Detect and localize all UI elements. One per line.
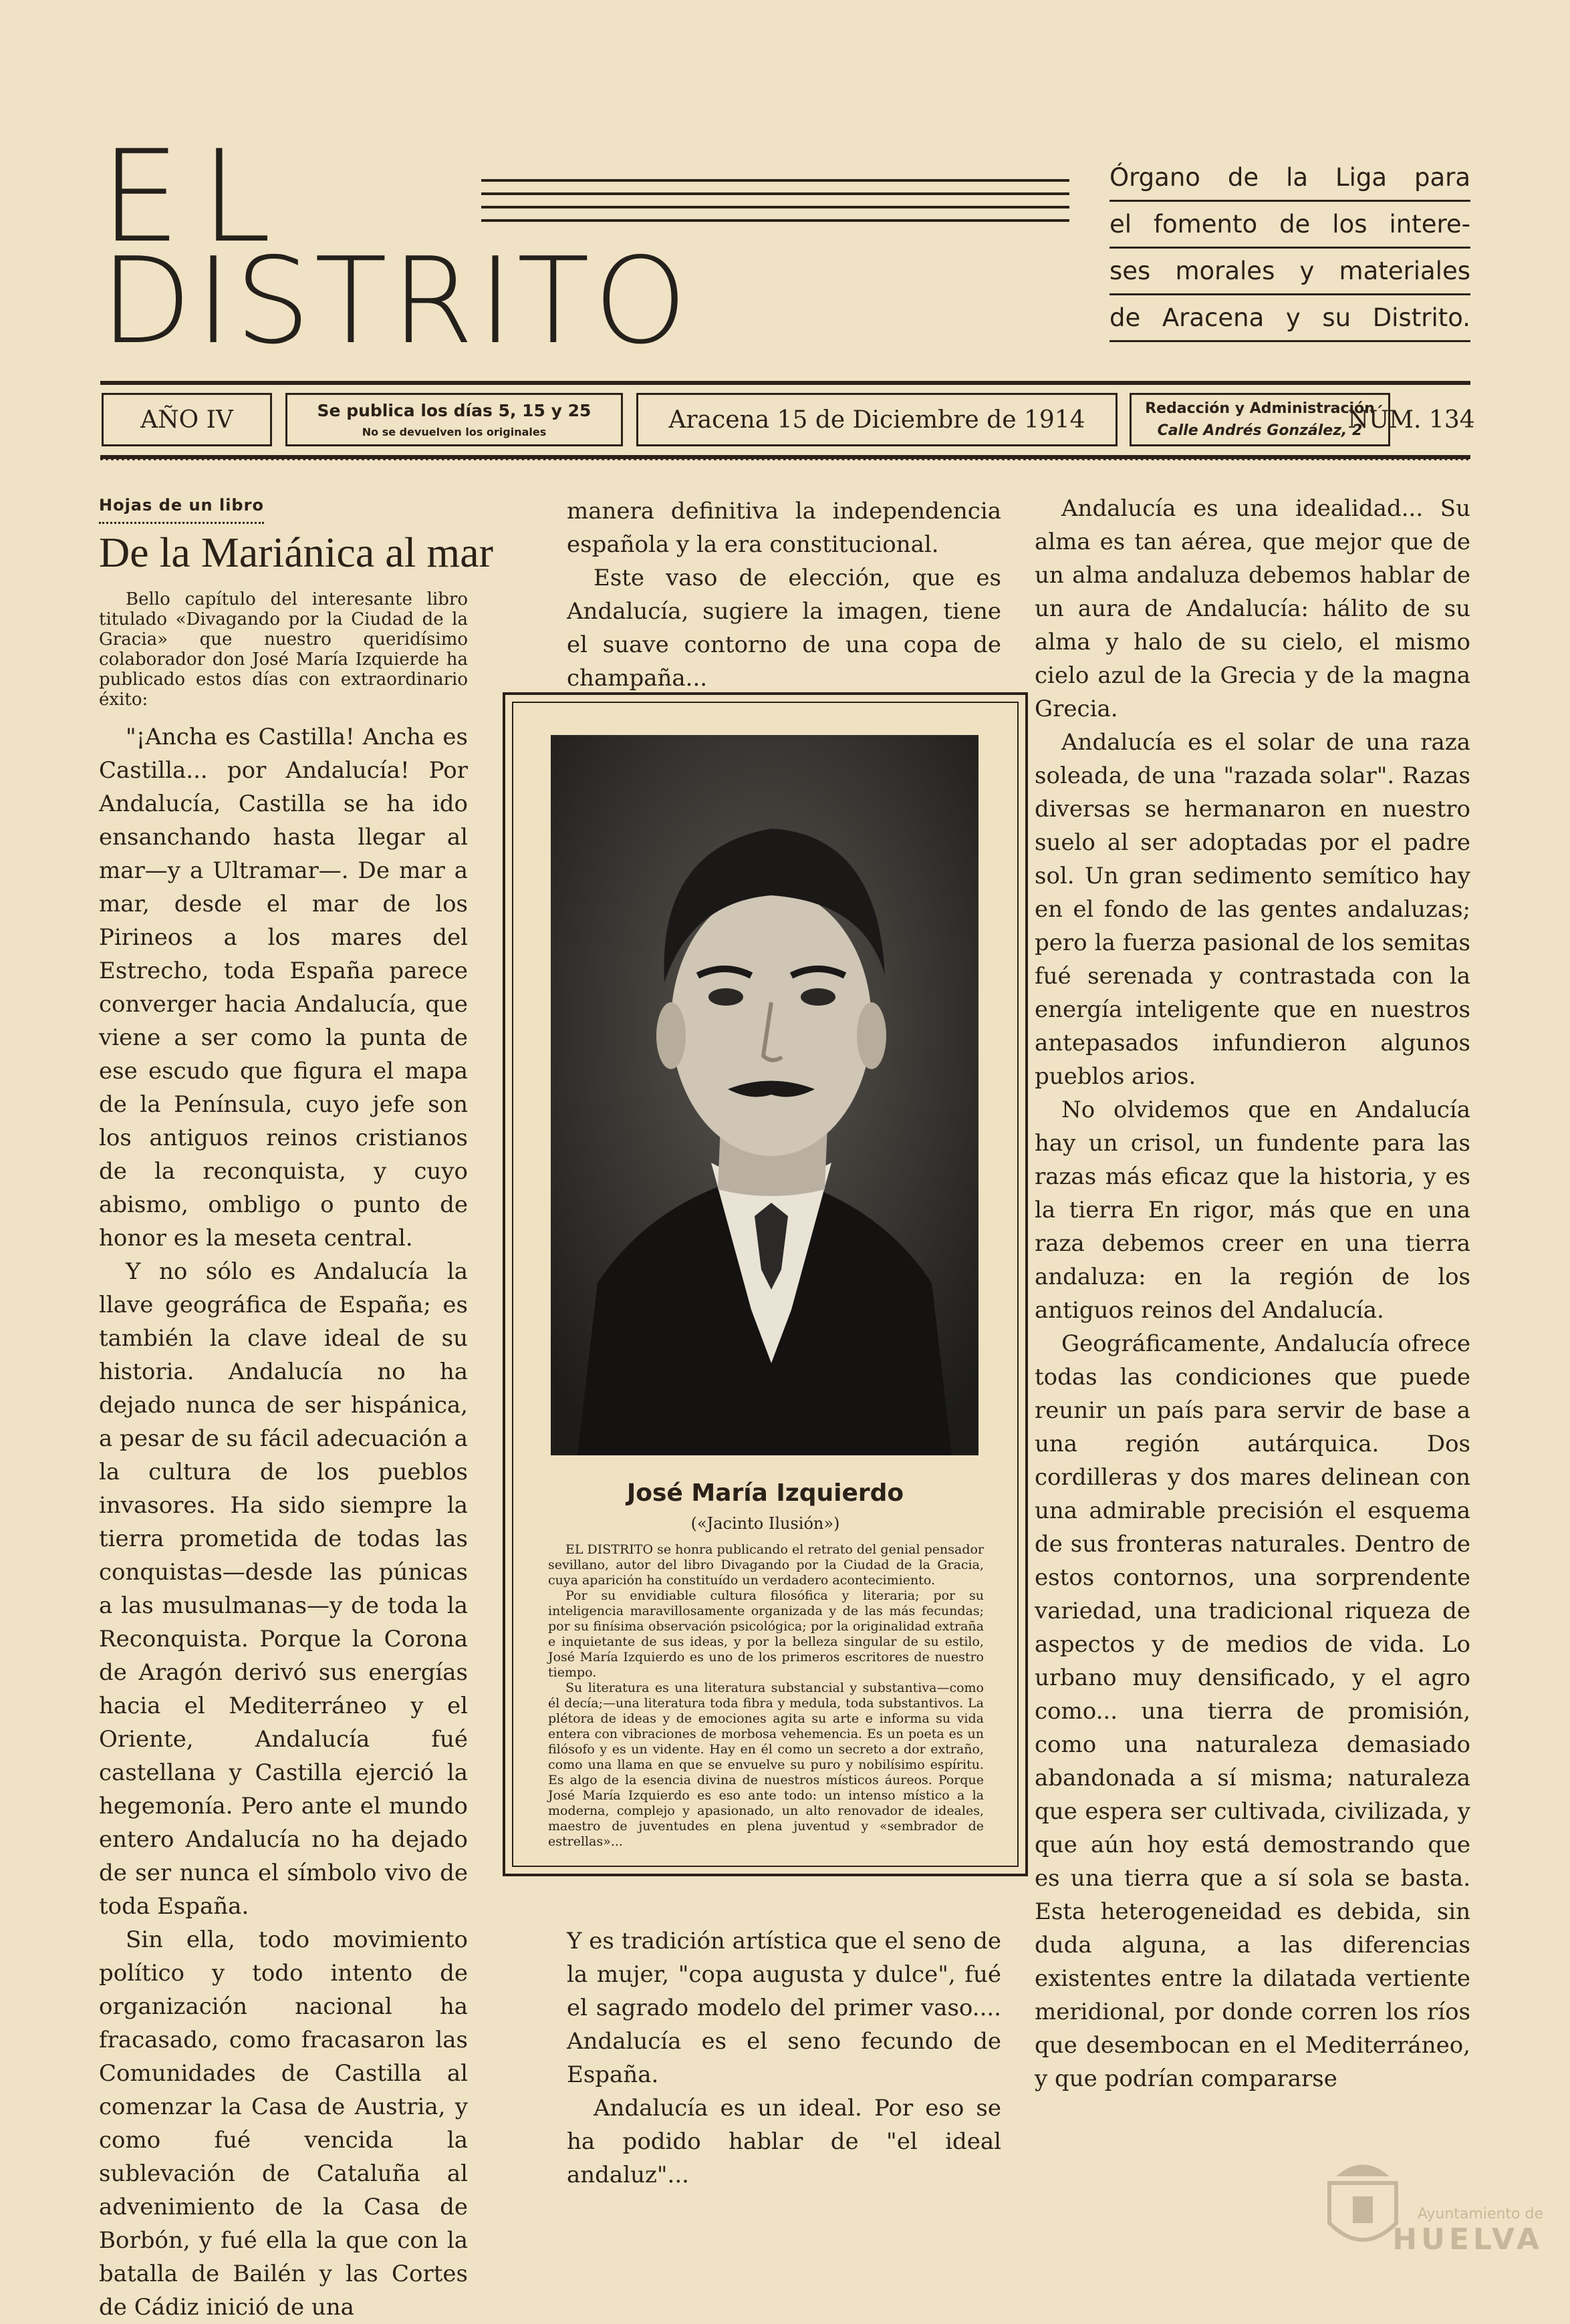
issue-box [1347, 393, 1475, 446]
portrait-box [503, 692, 1028, 1876]
office-line-1: Redacción y Administración [1145, 400, 1375, 417]
portrait-illustration [551, 735, 978, 1455]
masthead-rule-1 [481, 179, 1069, 182]
masthead-rule-4 [481, 219, 1069, 222]
schedule-box [285, 393, 623, 446]
subtitle-line: Órgano de la Liga para [1109, 155, 1470, 202]
article-headline: De la Mariánica al mar [99, 529, 493, 576]
office-line-2: Calle Andrés González, 2 [1157, 422, 1363, 439]
article-paragraph: Y no sólo es Andalucía la llave geográfica de España; es también la clave ideal de su historia. Andalucía no ha dejado nunca de ser hispánica, a pesar de su fácil adecuación a la cultura de los pueblos invasores. Ha sido siempre la tierra prometida de todas las conquistas—desde las púnicas a las musulmanas—y de toda la Reconquista. Porque la Corona de Aragón derivó sus energías hacia el Mediterráneo y el Oriente, Andalucía fué castellana y Castilla ejerció la hegemonía. Pero ante el mundo entero Andalucía no ha dejado de ser nunca el símbolo vivo de toda España. [99, 1258, 468, 1920]
subtitle-line: el fomento de los intere- [1109, 202, 1470, 249]
column-2-top [567, 494, 1001, 695]
coat-of-arms-icon [1323, 2156, 1403, 2257]
article-paragraph: Andalucía es el solar de una raza soleada, de una "razada solar". Razas diversas se hermanaron en nuestro suelo al ser adoptadas por el padre sol. Un gran sedimento semítico hay en el fondo de las gentes andaluzas; pero la fuerza pasional de los semitas fué serenada y contrastada con la energía inteligente que en nuestros antepasados infundieron algunos pueblos arios. [1035, 729, 1470, 1090]
article-paragraph: Y es tradición artística que el seno de la mujer, "copa augusta y dulce", fué el sagrado modelo del primer vaso.... Andalucía es el seno fecundo de España. [567, 1928, 1001, 2088]
article-intro: Bello capítulo del interesante libro titulado «Divagando por la Ciudad de la Gracia» que nuestro queridísimo colaborador don José María Izquierde ha publicado estos días con extraordinario éxito: [99, 589, 468, 710]
article-paragraph: Andalucía es una idealidad... Su alma es tan aérea, que mejor que de un alma andaluza debemos hablar de un aura de Andalucía: hálito de su alma y halo de su cielo, el mismo cielo azul de la Grecia y de la magna Grecia. [1035, 495, 1470, 722]
portrait-caption-name: José María Izquierdo [626, 1479, 904, 1507]
masthead-title-el: EL [100, 123, 291, 271]
column-3 [1035, 492, 1470, 2095]
article-paragraph: manera definitiva la independencia española y la era constitucional. [567, 498, 1001, 558]
archive-watermark [1392, 2206, 1543, 2257]
subtitle-line: ses morales y materiales [1109, 249, 1470, 295]
article-paragraph: Este vaso de elección, que es Andalucía, sugiere la imagen, tiene el suave contorno de una copa de champaña... [567, 565, 1001, 692]
info-bar [100, 381, 1475, 459]
article-paragraph: No olvidemos que en Andalucía hay un crisol, un fundente para las razas más eficaz que la historia, y es la tierra En rigor, más que en una raza debemos creer en una tierra andaluza: en la región de los antiguos reinos del Andalucía. [1035, 1097, 1470, 1324]
year-box [102, 393, 272, 446]
portrait-caption-alias: («Jacinto Ilusión») [690, 1514, 840, 1533]
schedule-line-1: Se publica los días 5, 15 y 25 [317, 401, 592, 420]
masthead-title-distrito: DISTRITO [100, 232, 692, 370]
portrait-caption-text [548, 1542, 984, 1850]
watermark-line-1: Ayuntamiento de [1417, 2206, 1543, 2222]
subtitle-line: de Aracena y su Distrito. [1109, 295, 1470, 342]
schedule-line-2: No se devuelven los originales [362, 426, 547, 438]
dateline: Aracena 15 de Diciembre de 1914 [668, 406, 1085, 434]
year-label: AÑO IV [140, 406, 233, 434]
article-paragraph: "¡Ancha es Castilla! Ancha es Castilla... por Andalucía! Por Andalucía, Castilla se ha ido ensanchando hasta llegar al mar—y a Ultramar—. De mar a mar, desde el mar de los Pirineos a los mares del Estrecho, toda España parece converger hacia Andalucía, que viene a ser como la punta de ese escudo que figura el mapa de la Península, cuyo jefe son los antiguos reinos cristianos de la reconquista, y cuyo abismo, ombligo o punto de honor es la meseta central. [99, 724, 468, 1252]
masthead-rule-2 [481, 192, 1069, 195]
article-kicker: Hojas de un libro [99, 488, 264, 524]
article-paragraph: Andalucía es un ideal. Por eso se ha podido hablar de "el ideal andaluz"... [567, 2095, 1001, 2188]
column-1 [99, 486, 493, 2324]
dateline-box [636, 393, 1118, 446]
article-paragraph: Geográficamente, Andalucía ofrece todas las condiciones que puede reunir un país para servir de base a una región autárquica. Dos cordilleras y dos mares delinean con una admirable precisión el esquema de sus fronteras naturales. Dentro de estos contornos, una sorprendente variedad, una tradicional riqueza de aspectos y de medios de vida. Lo urbano muy densificado, y el agro como... una tierra de promisión, como una naturaleza demasiado abandonada a sí misma; naturaleza que espera ser cultivada, civilizada, y que aún hoy está demostrando que es una tierra que a sí sola se basta. Esta heterogeneidad es debida, sin duda alguna, a las diferencias existentes entre la dilatada vertiente meridional, por donde corren los ríos que desembocan en el Mediterráneo, y que podrían compararse [1035, 1330, 1470, 2092]
watermark-line-2: HUELVA [1392, 2222, 1543, 2257]
caption-paragraph: Su literatura es una literatura substancial y substantiva—como él decía;—una literatura toda fibra y medula, toda substantivos. La plétora de ideas y de emociones agita su arte e informa su vida entera con vibraciones de morbosa vehemencia. Es un poeta es un filósofo y es un vidente. Hay en él como un secreto a dor extraño, como una llama en que se envuelve su puro y nobilísimo espíritu. Es algo de la esencia divina de nuestros místicos áureos. Porque José María Izquierdo es eso ante todo: un intenso místico a la moderna, complejo y apasionado, un alto renovador de ideales, maestro de juventudes en plena juventud y «sembrador de estrellas»... [548, 1681, 984, 1849]
caption-paragraph: EL DISTRITO se honra publicando el retrato del genial pensador sevillano, autor del libro Divagando por la Ciudad de la Gracia, cuya aparición ha constituído un verdadero acontecimiento. [548, 1542, 984, 1588]
masthead-rule-3 [481, 206, 1069, 208]
column-2-bottom [567, 1924, 1001, 2192]
issue-number: NÚM. 134 [1347, 406, 1475, 434]
info-bar-dotted-rule [100, 458, 1470, 460]
masthead-subtitle [1109, 155, 1470, 342]
portrait-photo [551, 735, 978, 1455]
caption-paragraph: Por su envidiable cultura filosófica y literaria; por su inteligencia maravillosamente organizada y de las más fecundas; por su finísima observación psicológica; por la originalidad extraña e inquietante de sus ideas, y por la belleza singular de su estilo, José María Izquierdo es uno de los primeros escritores de nuestro tiempo. [548, 1588, 984, 1680]
article-paragraph: Sin ella, todo movimiento político y todo intento de organización nacional ha fracasado, como fracasaron las Comunidades de Castilla al comenzar la Casa de Austria, y como fué vencida la sublevación de Cataluña al advenimiento de la Casa de Borbón, y fué ella la que con la batalla de Bailén y las Cortes de Cádiz inició de una [99, 1926, 468, 2321]
